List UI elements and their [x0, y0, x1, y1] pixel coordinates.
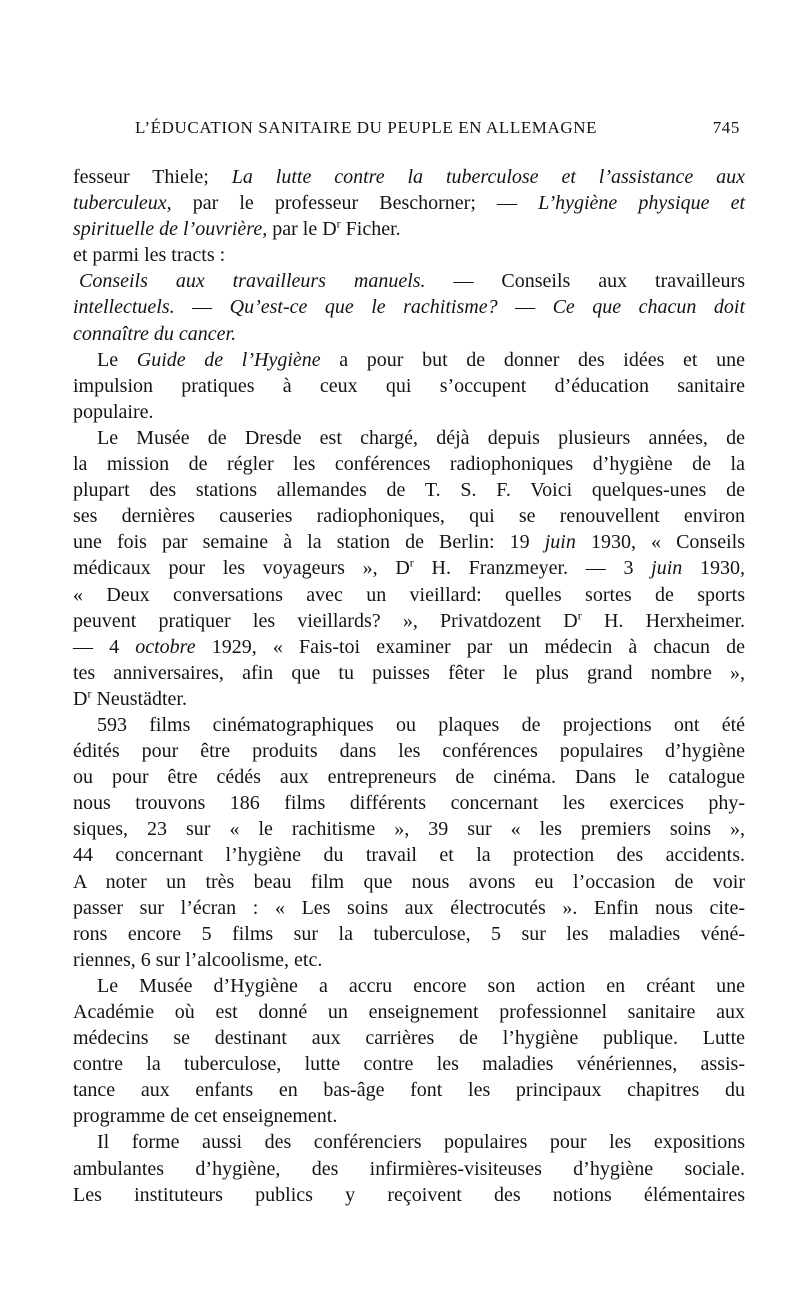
text-line-content: populaire. — [73, 400, 154, 423]
text-line — [73, 660, 745, 686]
text-line — [73, 529, 745, 555]
text-line — [73, 190, 745, 216]
text-line — [73, 582, 745, 608]
text-line-content: édités pour être produits dans les conférences populaires d’hygiène — [73, 740, 745, 763]
text-line-content: Académie où est donné un enseignement professionnel sanitaire aux — [73, 1001, 745, 1023]
text-line-content: Le Musée d’Hygiène a accru encore son action en créant une — [97, 974, 745, 997]
text-line-content: 593 films cinématographiques ou plaques de projections ont été — [97, 713, 745, 736]
text-line — [73, 477, 745, 503]
text-line-content: impulsion pratiques à ceux qui s’occupent d’éducation sanitaire — [73, 374, 745, 397]
text-line — [73, 634, 745, 660]
header-title: L’ÉDUCATION SANITAIRE DU PEUPLE EN ALLEMAGNE — [135, 118, 598, 137]
text-line-content: Il forme aussi des conférenciers populaires pour les expositions — [97, 1131, 745, 1154]
text-line — [73, 608, 745, 634]
text-line — [73, 764, 745, 790]
text-line — [73, 242, 745, 268]
text-line-content: $D^r$ Neustädter. — [73, 686, 187, 710]
text-line-content: passer sur l’écran : « Les soins aux électrocutés ». Enfin nous cite- — [73, 896, 745, 919]
text-line-content: ou pour être cédés aux entrepreneurs de cinéma. Dans le catalogue — [73, 766, 745, 789]
text-line — [73, 503, 745, 529]
text-line-content: plupart des stations allemandes de T. S. F. Voici quelques-unes de — [73, 479, 745, 502]
text-line-content: médicaux pour les voyageurs », $D^r$ H. Franzmeyer. — 3 juin 1930, — [73, 555, 746, 580]
text-line — [73, 399, 745, 425]
text-line-content: tance aux enfants en bas-âge font les principaux chapitres du — [73, 1079, 745, 1102]
text-line-content: A noter un très beau film que nous avons eu l’occasion de voir — [73, 870, 745, 893]
text-line — [73, 1103, 745, 1129]
text-line-content: Conseils aux travailleurs manuels. — Conseils aux travailleurs — [79, 270, 746, 293]
text-line — [73, 347, 745, 373]
text-line — [73, 1156, 745, 1182]
text-line — [73, 921, 745, 947]
text-line — [73, 712, 745, 738]
text-line-content: peuvent pratiquer les vieillards? », Privatdozent $D^r$ H. Herxheimer. — [73, 607, 745, 632]
text-line — [73, 373, 745, 399]
text-line-content: tes anniversaires, afin que tu puisses fêter le plus grand nombre », — [73, 661, 745, 684]
text-line-content: rons encore 5 films sur la tuberculose, 5 sur les maladies véné- — [73, 922, 745, 945]
text-line — [73, 947, 745, 973]
text-line — [73, 973, 745, 999]
text-line-content: riennes, 6 sur l’alcoolisme, etc. — [73, 948, 323, 971]
text-line — [73, 895, 745, 921]
text-line-content: la mission de régler les conférences radiophoniques d’hygiène de la — [73, 453, 745, 476]
text-line-content: 44 concernant l’hygiène du travail et la protection des accidents. — [73, 844, 745, 867]
text-line-content: fesseur Thiele; La lutte contre la tuberculose et l’assistance aux — [73, 166, 746, 188]
text-line-content: ambulantes d’hygiène, des infirmières-visiteuses d’hygiène sociale. — [73, 1157, 745, 1180]
text-line — [73, 555, 745, 581]
text-line — [73, 294, 745, 320]
text-line — [73, 842, 745, 868]
text-line — [73, 425, 745, 451]
text-line-content: Le Musée de Dresde est chargé, déjà depuis plusieurs années, de — [97, 426, 745, 449]
text-line-content: — 4 octobre 1929, « Fais-toi examiner par un médecin à chacun de — [73, 635, 746, 658]
text-line — [73, 1051, 745, 1077]
text-line — [73, 216, 745, 242]
text-line — [73, 451, 745, 477]
text-line-content: contre la tuberculose, lutte contre les maladies vénériennes, assis- — [73, 1053, 745, 1076]
text-line — [73, 1025, 745, 1051]
text-line-content: tuberculeux, par le professeur Beschorner; — L’hygiène physique et — [73, 192, 745, 215]
text-line-content: et parmi les tracts : — [73, 244, 226, 267]
text-line — [73, 268, 745, 294]
text-line-content: « Deux conversations avec un vieillard: quelles sortes de sports — [73, 583, 745, 606]
text-line-content: spirituelle de l’ouvrière, par le $D^r$ Ficher. — [73, 216, 401, 241]
page-number: 745 — [712, 118, 740, 137]
text-line — [73, 738, 745, 764]
text-line — [73, 1182, 745, 1208]
text-line-content: Les instituteurs publics y reçoivent des notions élémentaires — [73, 1183, 745, 1206]
text-line — [73, 1129, 745, 1155]
text-line — [73, 1077, 745, 1103]
text-line — [73, 869, 745, 895]
body-text — [73, 164, 745, 1208]
text-line-content: nous trouvons 186 films différents concernant les exercices phy- — [73, 792, 745, 815]
running-header — [135, 118, 740, 146]
text-line-content: une fois par semaine à la station de Berlin: 19 juin 1930, « Conseils — [73, 531, 745, 554]
text-line-content: ses dernières causeries radiophoniques, qui se renouvellent environ — [73, 505, 745, 528]
text-line — [73, 164, 745, 190]
text-line-content: programme de cet enseignement. — [73, 1105, 338, 1128]
text-line-content: médecins se destinant aux carrières de l’hygiène publique. Lutte — [73, 1027, 745, 1050]
text-line-content: intellectuels. — Qu’est-ce que le rachitisme? — Ce que chacun doit — [73, 296, 745, 319]
text-line-content: connaître du cancer. — [73, 322, 237, 345]
text-line — [73, 999, 745, 1025]
text-line-content: Le Guide de l’Hygiène a pour but de donner des idées et une — [97, 348, 746, 371]
text-line — [73, 321, 745, 347]
text-line — [73, 816, 745, 842]
text-line-content: siques, 23 sur « le rachitisme », 39 sur « les premiers soins », — [73, 818, 745, 841]
text-line — [73, 790, 745, 816]
text-line — [73, 686, 745, 712]
